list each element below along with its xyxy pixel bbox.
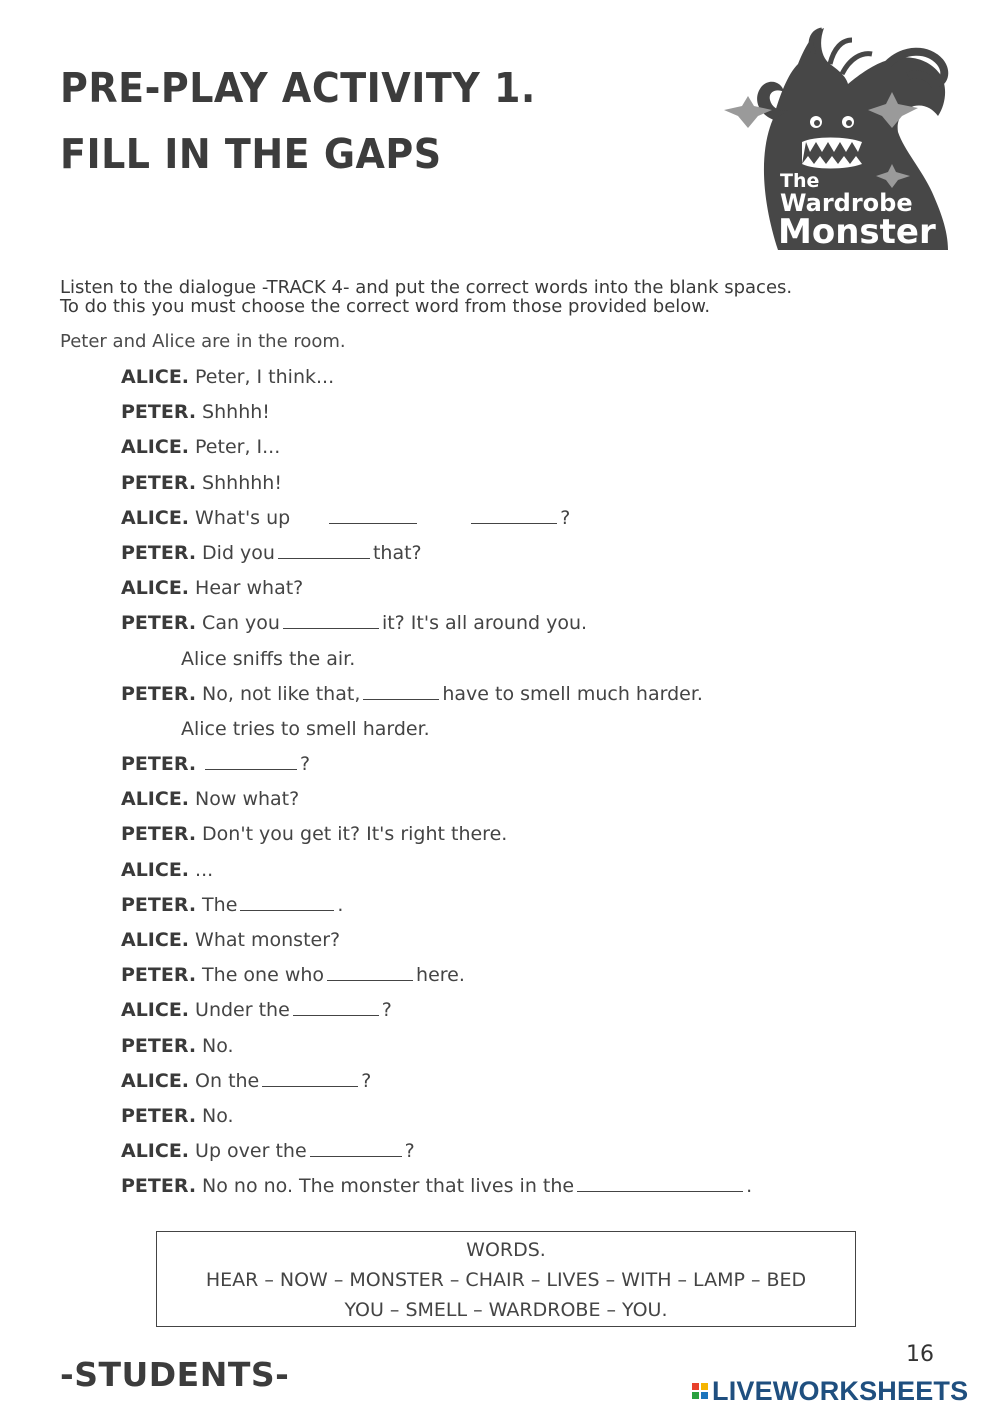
dialogue-line (121, 542, 921, 577)
answer-blank[interactable] (310, 1140, 402, 1157)
speaker: PETER. (121, 753, 197, 776)
dialogue-line (121, 929, 921, 964)
line-text-after: ? (300, 753, 311, 776)
line-text: The (202, 893, 238, 916)
speaker: PETER. (121, 1175, 197, 1198)
dialogue-line (121, 436, 921, 471)
stage-direction (121, 718, 921, 753)
line-text: What monster? (195, 929, 341, 951)
dialogue-line (121, 859, 921, 894)
dialogue-line (121, 823, 921, 858)
line-text: No no no. The monster that lives in the (202, 1175, 575, 1198)
dialogue-line (121, 1035, 921, 1070)
line-text: Can you (202, 612, 280, 635)
dialogue-line (121, 788, 921, 823)
speaker: ALICE. (121, 436, 190, 459)
speaker: ALICE. (121, 788, 190, 811)
instructions-line-1: Listen to the dialogue -TRACK 4- and put the correct words into the blank spaces. (60, 277, 793, 298)
answer-blank[interactable] (278, 542, 370, 559)
line-text: No. (202, 1034, 234, 1057)
dialogue-line (121, 753, 921, 788)
answer-blank[interactable] (240, 894, 334, 911)
speaker: ALICE. (121, 858, 190, 881)
line-text-after: that? (372, 541, 422, 564)
answer-blank[interactable] (577, 1175, 743, 1192)
dialogue-line (121, 472, 921, 507)
speaker: PETER. (121, 1104, 197, 1127)
speaker: PETER. (121, 964, 197, 987)
students-label: -STUDENTS- (60, 1355, 290, 1394)
scene-intro: Peter and Alice are in the room. (60, 331, 346, 352)
line-text: Hear what? (195, 577, 304, 600)
line-text-after: ? (560, 506, 571, 529)
speaker: PETER. (121, 1034, 197, 1057)
speaker: ALICE. (121, 577, 190, 600)
speaker: PETER. (121, 541, 197, 564)
answer-blank[interactable] (293, 999, 379, 1016)
line-text-after: ? (361, 1069, 372, 1092)
logo-word-the: The (780, 170, 820, 192)
line-text: ... (195, 858, 214, 881)
line-text-after: have to smell much harder. (442, 682, 703, 705)
liveworksheets-icon (692, 1383, 708, 1399)
dialogue-line (121, 401, 921, 436)
answer-blank[interactable] (363, 683, 439, 700)
dialogue-line (121, 683, 921, 718)
line-text: Up over the (195, 1140, 307, 1163)
answer-blank[interactable] (205, 753, 297, 770)
dialogue-line (121, 612, 921, 647)
title-line-1: PRE-PLAY ACTIVITY 1. (60, 64, 536, 112)
line-text: Peter, I think... (195, 366, 335, 388)
speaker: PETER. (121, 682, 197, 705)
dialogue-line (121, 577, 921, 612)
line-text: Under the (195, 999, 290, 1022)
speaker: PETER. (121, 823, 197, 846)
page-number: 16 (906, 1342, 934, 1367)
line-text: What's up (195, 506, 291, 529)
liveworksheets-text: LIVEWORKSHEETS (712, 1375, 969, 1406)
line-text: Don't you get it? It's right there. (202, 823, 508, 846)
answer-blank[interactable] (327, 964, 413, 981)
answer-blank[interactable] (329, 507, 417, 524)
speaker: PETER. (121, 401, 197, 424)
speaker: ALICE. (121, 1069, 190, 1092)
dialogue-line (121, 1175, 921, 1210)
dialogue-line (121, 999, 921, 1034)
line-text-after: it? It's all around you. (381, 612, 588, 635)
line-text: No. (202, 1104, 234, 1127)
answer-blank[interactable] (262, 1070, 358, 1087)
dialogue-line (121, 507, 921, 542)
title-line-2: FILL IN THE GAPS (60, 130, 442, 178)
dialogue-line (121, 1105, 921, 1140)
liveworksheets-brand (692, 1376, 968, 1406)
line-text-after: ? (404, 1140, 415, 1163)
speaker: PETER. (121, 612, 197, 635)
dialogue-line (121, 366, 921, 401)
line-text: Shhhh! (202, 401, 270, 424)
line-text: Now what? (195, 788, 300, 811)
word-bank (156, 1231, 856, 1327)
speaker: ALICE. (121, 929, 190, 951)
dialogue-line (121, 1070, 921, 1105)
line-text: The one who (202, 964, 325, 987)
answer-blank[interactable] (283, 612, 379, 629)
word-bank-heading: WORDS. (466, 1239, 546, 1261)
instructions-line-2: To do this you must choose the correct word from those provided below. (60, 296, 711, 317)
line-text-after: here. (416, 964, 465, 987)
word-bank-line-1: HEAR – NOW – MONSTER – CHAIR – LIVES – WITH – LAMP – BED (205, 1269, 807, 1291)
line-text: No, not like that, (202, 682, 361, 705)
speaker: ALICE. (121, 506, 190, 529)
dialogue (121, 366, 921, 1211)
dialogue-line (121, 1140, 921, 1175)
stage-direction (121, 648, 921, 683)
logo-word-monster: Monster (778, 212, 936, 252)
instructions (60, 278, 960, 316)
dialogue-line (121, 964, 921, 999)
stage-text: Alice tries to smell harder. (181, 717, 430, 740)
dialogue-line (121, 894, 921, 929)
line-text: Peter, I... (195, 436, 281, 459)
line-text: Shhhhh! (202, 471, 282, 494)
word-bank-line-2: YOU – SMELL – WARDROBE – YOU. (344, 1299, 668, 1321)
stage-text: Alice sniffs the air. (181, 647, 356, 670)
line-text: Did you (202, 541, 275, 564)
line-text-after: . (337, 893, 344, 916)
answer-blank[interactable] (471, 507, 557, 524)
speaker: PETER. (121, 893, 197, 916)
logo-word-wardrobe: Wardrobe (780, 189, 913, 217)
speaker: ALICE. (121, 1140, 190, 1163)
line-text: On the (195, 1069, 260, 1092)
speaker: ALICE. (121, 366, 190, 388)
speaker: PETER. (121, 471, 197, 494)
line-text-after: ? (381, 999, 392, 1022)
speaker: ALICE. (121, 999, 190, 1022)
wardrobe-monster-logo (718, 24, 954, 254)
line-text-after: . (746, 1175, 753, 1198)
